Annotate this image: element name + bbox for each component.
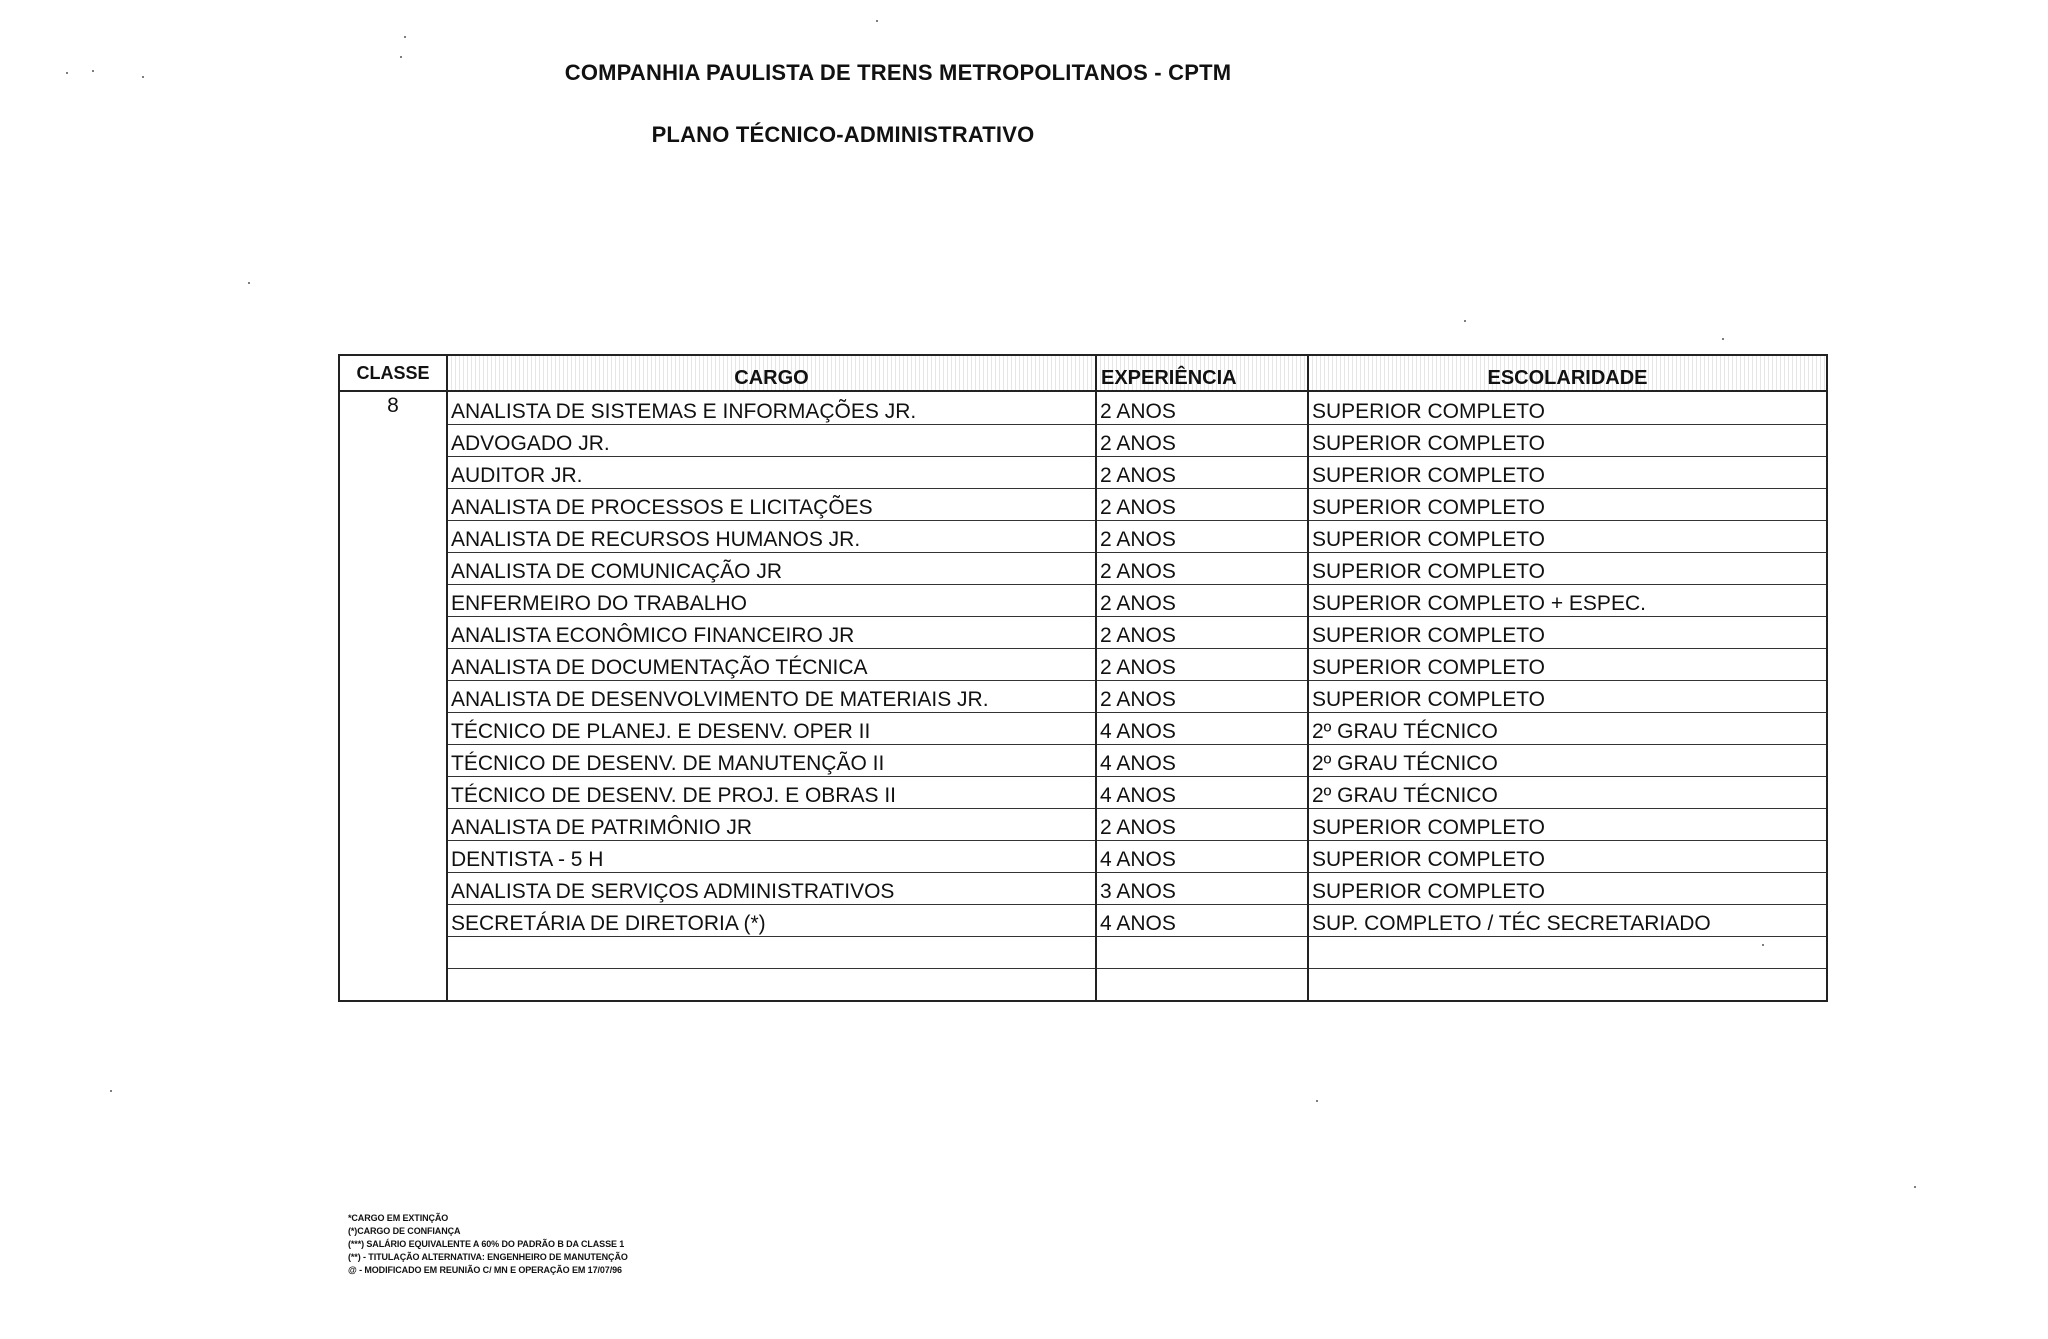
cell-experiencia xyxy=(1096,968,1308,1001)
cell-cargo xyxy=(447,968,1096,1001)
cell-escolaridade: SUPERIOR COMPLETO xyxy=(1308,424,1827,456)
cell-escolaridade: SUPERIOR COMPLETO xyxy=(1308,680,1827,712)
table-row xyxy=(339,968,1827,1001)
table-row xyxy=(339,840,1827,872)
cell-classe xyxy=(339,776,447,808)
cell-escolaridade: SUPERIOR COMPLETO xyxy=(1308,488,1827,520)
table-row xyxy=(339,488,1827,520)
cell-classe xyxy=(339,840,447,872)
column-header-experiencia: EXPERIÊNCIA xyxy=(1096,355,1308,391)
cell-classe xyxy=(339,488,447,520)
cell-experiencia xyxy=(1096,936,1308,968)
cell-experiencia: 2 ANOS xyxy=(1096,424,1308,456)
cell-cargo: ANALISTA DE COMUNICAÇÃO JR xyxy=(447,552,1096,584)
cell-cargo: TÉCNICO DE PLANEJ. E DESENV. OPER II xyxy=(447,712,1096,744)
cell-cargo: TÉCNICO DE DESENV. DE PROJ. E OBRAS II xyxy=(447,776,1096,808)
cell-experiencia: 4 ANOS xyxy=(1096,776,1308,808)
footnote-line: @ - MODIFICADO EM REUNIÃO C/ MN E OPERAÇÃO EM 17/07/96 xyxy=(348,1265,622,1275)
cell-experiencia: 2 ANOS xyxy=(1096,648,1308,680)
cell-cargo: AUDITOR JR. xyxy=(447,456,1096,488)
table-row xyxy=(339,391,1827,424)
scan-speck xyxy=(1316,1100,1318,1102)
scan-speck xyxy=(110,1090,112,1092)
footnotes xyxy=(348,1212,628,1277)
cell-classe xyxy=(339,680,447,712)
cell-escolaridade: SUPERIOR COMPLETO xyxy=(1308,520,1827,552)
cell-escolaridade: 2º GRAU TÉCNICO xyxy=(1308,744,1827,776)
scan-speck xyxy=(248,282,250,284)
cell-cargo: ANALISTA DE PATRIMÔNIO JR xyxy=(447,808,1096,840)
positions-table-container xyxy=(338,354,1826,1002)
table-row xyxy=(339,616,1827,648)
column-header-escolaridade: ESCOLARIDADE xyxy=(1308,355,1827,391)
cell-experiencia: 4 ANOS xyxy=(1096,712,1308,744)
column-header-cargo: CARGO xyxy=(447,355,1096,391)
cell-experiencia: 2 ANOS xyxy=(1096,808,1308,840)
cell-classe: 8 xyxy=(339,391,447,424)
cell-cargo: ANALISTA DE DOCUMENTAÇÃO TÉCNICA xyxy=(447,648,1096,680)
cell-classe xyxy=(339,616,447,648)
table-row xyxy=(339,584,1827,616)
plan-title: PLANO TÉCNICO-ADMINISTRATIVO xyxy=(651,122,1035,147)
cell-classe xyxy=(339,808,447,840)
cell-classe xyxy=(339,872,447,904)
scan-speck xyxy=(1722,338,1724,340)
cell-classe xyxy=(339,424,447,456)
cell-experiencia: 3 ANOS xyxy=(1096,872,1308,904)
table-row xyxy=(339,552,1827,584)
cell-escolaridade: SUPERIOR COMPLETO xyxy=(1308,648,1827,680)
table-row xyxy=(339,456,1827,488)
cell-cargo xyxy=(447,936,1096,968)
table-row xyxy=(339,424,1827,456)
cell-classe xyxy=(339,520,447,552)
cell-escolaridade: SUPERIOR COMPLETO xyxy=(1308,840,1827,872)
cell-experiencia: 2 ANOS xyxy=(1096,456,1308,488)
cell-classe xyxy=(339,744,447,776)
cell-classe xyxy=(339,904,447,936)
table-row xyxy=(339,904,1827,936)
cell-classe xyxy=(339,456,447,488)
cell-cargo: ANALISTA DE SISTEMAS E INFORMAÇÕES JR. xyxy=(447,391,1096,424)
scan-speck xyxy=(876,20,878,22)
table-body xyxy=(339,391,1827,1001)
footnote-line: (*)CARGO DE CONFIANÇA xyxy=(348,1226,461,1236)
cell-escolaridade: SUPERIOR COMPLETO xyxy=(1308,872,1827,904)
cell-experiencia: 4 ANOS xyxy=(1096,744,1308,776)
cell-cargo: ANALISTA ECONÔMICO FINANCEIRO JR xyxy=(447,616,1096,648)
table-row xyxy=(339,872,1827,904)
cell-escolaridade: 2º GRAU TÉCNICO xyxy=(1308,712,1827,744)
scan-speck xyxy=(1762,944,1764,946)
cell-escolaridade: 2º GRAU TÉCNICO xyxy=(1308,776,1827,808)
cell-cargo: ANALISTA DE DESENVOLVIMENTO DE MATERIAIS JR. xyxy=(447,680,1096,712)
scan-speck xyxy=(92,70,94,72)
cell-cargo: ADVOGADO JR. xyxy=(447,424,1096,456)
cell-classe xyxy=(339,712,447,744)
cell-escolaridade: SUPERIOR COMPLETO xyxy=(1308,616,1827,648)
scan-speck xyxy=(66,72,68,74)
table-row xyxy=(339,936,1827,968)
cell-cargo: ANALISTA DE PROCESSOS E LICITAÇÕES xyxy=(447,488,1096,520)
cell-escolaridade xyxy=(1308,968,1827,1001)
scan-speck xyxy=(1464,320,1466,322)
cell-cargo: TÉCNICO DE DESENV. DE MANUTENÇÃO II xyxy=(447,744,1096,776)
cell-classe xyxy=(339,936,447,968)
scan-speck xyxy=(400,56,402,58)
cell-cargo: DENTISTA - 5 H xyxy=(447,840,1096,872)
cell-experiencia: 2 ANOS xyxy=(1096,488,1308,520)
cell-experiencia: 2 ANOS xyxy=(1096,680,1308,712)
table-row xyxy=(339,648,1827,680)
cell-classe xyxy=(339,968,447,1001)
cell-escolaridade: SUPERIOR COMPLETO xyxy=(1308,552,1827,584)
cell-cargo: SECRETÁRIA DE DIRETORIA (*) xyxy=(447,904,1096,936)
footnote-line: *CARGO EM EXTINÇÃO xyxy=(348,1213,449,1223)
cell-experiencia: 2 ANOS xyxy=(1096,616,1308,648)
cell-experiencia: 2 ANOS xyxy=(1096,584,1308,616)
cell-classe xyxy=(339,584,447,616)
cell-escolaridade: SUPERIOR COMPLETO xyxy=(1308,456,1827,488)
table-header-row xyxy=(339,355,1827,391)
cell-escolaridade: SUPERIOR COMPLETO + ESPEC. xyxy=(1308,584,1827,616)
table-row xyxy=(339,520,1827,552)
cell-cargo: ANALISTA DE SERVIÇOS ADMINISTRATIVOS xyxy=(447,872,1096,904)
cell-classe xyxy=(339,648,447,680)
column-header-classe: CLASSE xyxy=(339,355,447,391)
cell-cargo: ENFERMEIRO DO TRABALHO xyxy=(447,584,1096,616)
cell-escolaridade: SUPERIOR COMPLETO xyxy=(1308,391,1827,424)
cell-experiencia: 2 ANOS xyxy=(1096,552,1308,584)
scan-speck xyxy=(404,36,406,38)
table-row xyxy=(339,744,1827,776)
cell-experiencia: 4 ANOS xyxy=(1096,904,1308,936)
footnote-line: (**) - TITULAÇÃO ALTERNATIVA: ENGENHEIRO DE MANUTENÇÃO xyxy=(348,1252,628,1262)
table-row xyxy=(339,712,1827,744)
cell-escolaridade xyxy=(1308,936,1827,968)
cell-cargo: ANALISTA DE RECURSOS HUMANOS JR. xyxy=(447,520,1096,552)
cell-escolaridade: SUPERIOR COMPLETO xyxy=(1308,808,1827,840)
cell-experiencia: 2 ANOS xyxy=(1096,520,1308,552)
cell-escolaridade: SUP. COMPLETO / TÉC SECRETARIADO xyxy=(1308,904,1827,936)
positions-table xyxy=(338,354,1828,1002)
footnote-line: (***) SALÁRIO EQUIVALENTE A 60% DO PADRÃO B DA CLASSE 1 xyxy=(348,1239,625,1249)
cell-classe xyxy=(339,552,447,584)
cell-experiencia: 4 ANOS xyxy=(1096,840,1308,872)
scan-speck xyxy=(1914,1186,1916,1188)
org-title: COMPANHIA PAULISTA DE TRENS METROPOLITANOS - CPTM xyxy=(564,60,1232,85)
table-row xyxy=(339,776,1827,808)
table-row xyxy=(339,680,1827,712)
scan-speck xyxy=(142,76,144,78)
table-row xyxy=(339,808,1827,840)
cell-experiencia: 2 ANOS xyxy=(1096,391,1308,424)
